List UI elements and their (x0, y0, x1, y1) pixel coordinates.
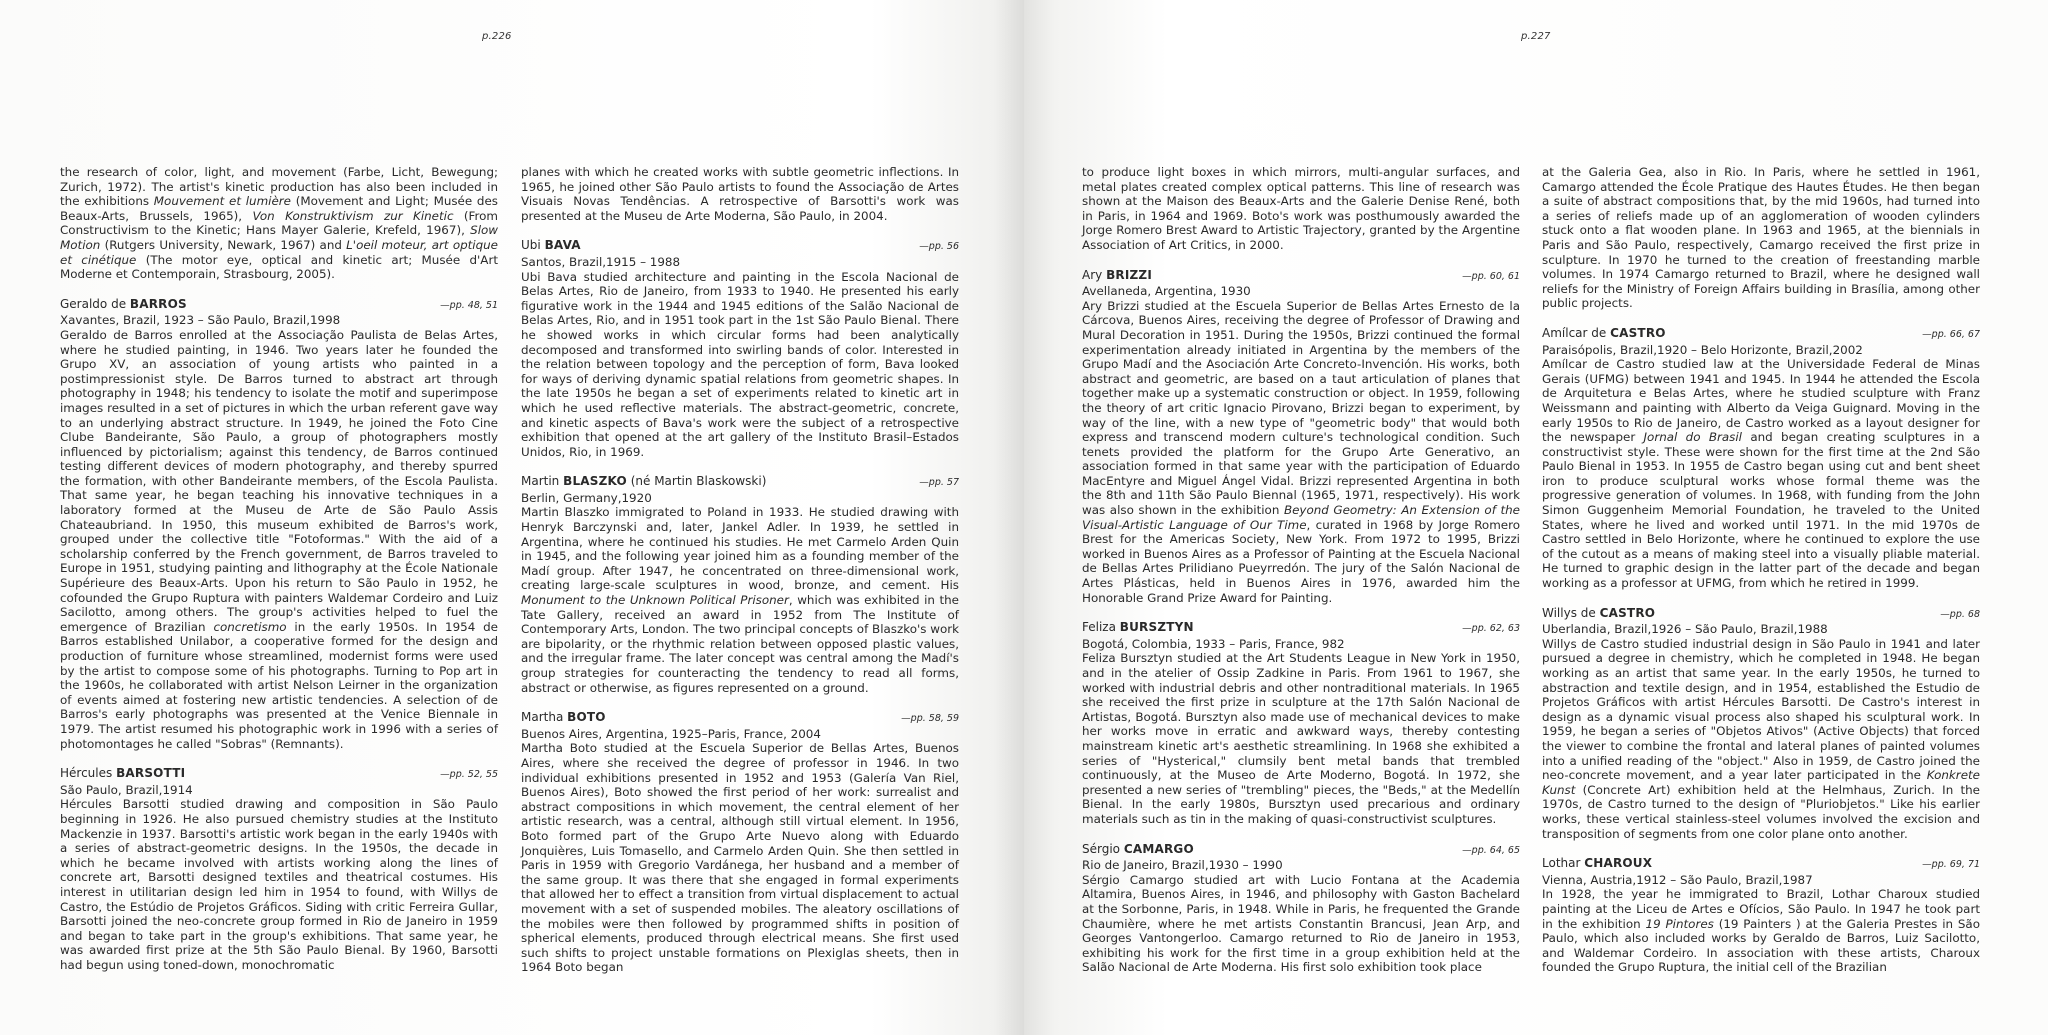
entry-bursztyn (1082, 620, 1520, 826)
artist-birth-death: Bogotá, Colombia, 1933 – Paris, France, 982 (1082, 636, 1345, 651)
entry-text: Hércules Barsotti studied drawing and composition in São Paulo beginning in 1926. He also pursued chemistry studies at the Instituto Mackenzie in 1937. Barsotti's artistic work began in the early 1940s with a series of abstract-geometric designs. In the 1950s, the decade in which he became involved with artists working along the lines of concrete art, Barsotti designed textiles and theatrical costumes. His interest in utilitarian design led him in 1954 to found, with Willys de Castro, the Estúdio de Projetos Gráficos. Siding with critic Ferreira Gullar, Barsotti joined the neo-concrete group formed in Rio de Janeiro in 1959 and began to take part in the group's exhibitions. That same year, he was awarded first prize at the 5th São Paulo Bienal. By 1960, Barsotti had begun using toned-down, monochromatic (60, 797, 498, 972)
artist-name: Ary BRIZZI (1082, 267, 1152, 282)
entry-text: In 1928, the year he immigrated to Brazil, Lothar Charoux studied painting at the Liceu de Artes e Ofícios, São Paulo. In 1947 he took part in the exhibition 19 Pintores (19 Painters ) at the Galeria Prestes in São Paulo, which also included works by Geraldo de Barros, Luiz Sacilotto, and Waldemar Cordeiro. In association with these artists, Charoux founded the Grupo Ruptura, the initial cell of the Brazilian (1542, 887, 1980, 975)
entry-heading (521, 710, 959, 727)
entry-heading (521, 474, 959, 491)
left-page-number: p.226 (482, 31, 512, 42)
entry-camargo (1082, 842, 1520, 975)
page-reference: —pp. 57 (919, 477, 959, 489)
page-reference: —pp. 48, 51 (440, 299, 498, 311)
column-1 (60, 165, 498, 972)
entry-text: Amílcar de Castro studied law at the Universidade Federal de Minas Gerais (UFMG) between 1941 and 1945. In 1944 he attended the Escola de Arquitetura e Belas Artes, where he studied sculpture with Franz Weissmann and painting with Alberto da Veiga Guignard. Moving in the early 1950s to Rio de Janeiro, de Castro worked as a layout designer for the newspaper Jornal do Brasil and began creating sculptures in a constructivist style. These were shown for the first time at the 2nd São Paulo Bienal in 1953. In 1955 de Castro began using cut and bent sheet iron to produce sculptural works whose formal theme was the progressive generation of volumes. In 1968, with funding from the John Simon Guggenheim Memorial Foundation, he traveled to the United States, where he lived and worked until 1971. In the mid 1970s de Castro settled in Belo Horizonte, where he continued to explore the use of the cutout as a means of making steel into a visually pliable material. He turned to graphic design in the latter part of the decade and began working as a professor at UFMG, from which he retired in 1999. (1542, 357, 1980, 591)
artist-birth-death: São Paulo, Brazil,1914 (60, 782, 193, 797)
artist-birth-death: Rio de Janeiro, Brazil,1930 – 1990 (1082, 858, 1283, 873)
artist-name: Lothar CHAROUX (1542, 856, 1653, 871)
artist-birth-death: Buenos Aires, Argentina, 1925–Paris, France, 2004 (521, 726, 821, 741)
entry-text: Geraldo de Barros enrolled at the Associação Paulista de Belas Artes, where he studied painting, in 1946. Two years later he founded the Grupo XV, an association of young artists who painted in a postimpressionist style. De Barros turned to abstract art through photography in 1948; his tendency to isolate the motif and superimpose images resulted in a set of pictures in which the urban referent gave way to an underlying abstract structure. In 1949, he joined the Foto Cine Clube Bandeirante, São Paulo, a group of photographers mostly influenced by pictorialism; against this tendency, de Barros continued testing different devices of modern photography, and thereby spurred the formation, with other Bandeirante members, of the Escola Paulista. That same year, he began teaching his innovative techniques in a laboratory formed at the Museu de Arte de São Paulo Assis Chateaubriand. In 1950, this museum exhibited de Barros's work, grouped under the collective title "Fotoformas." With the aid of a scholarship conferred by the French government, de Barros traveled to Europe in 1951, studying painting and lithography at the École Nationale Supérieure des Beaux-Arts. Upon his return to São Paulo in 1952, he cofounded the Grupo Ruptura with painters Waldemar Cordeiro and Luiz Sacilotto, among others. The group's activities helped to fuel the emergence of Brazilian concretismo in the early 1950s. In 1954 de Barros established Unilabor, a cooperative formed for the design and production of furniture whose streamlined, modernist forms were used by the artist to compose some of his photographs. Turning to Pop art in the 1960s, he collaborated with artist Nelson Leirner in the organization of events aimed at fostering new artistic tendencies. A selection of de Barros's early photographs was presented at the Venice Biennale in 1979. The artist resumed his photographic work in 1996 with a series of photomontages he called "Sobras" (Remnants). (60, 327, 498, 751)
entry-text: Feliza Bursztyn studied at the Art Students League in New York in 1950, and in the atelier of Ossip Zadkine in Paris. From 1961 to 1967, she worked with industrial debris and other nontraditional materials. In 1965 she received the first prize in sculpture at the 17th Salón Nacional de Artistas, Bogotá. Bursztyn also made use of mechanical devices to make her works move in erratic and awkward ways, thereby contesting mainstream kinetic art's aesthetic streamlining. In 1968 she exhibited a series of "Hysterical," clumsily bent metal bands that trembled continuously, at the Museo de Arte Moderno, Bogotá. In 1972, she presented a new series of "trembling" pieces, the "Beds," at the Medellín Bienal. In the early 1980s, Bursztyn used precarious and ordinary materials such as tin in the making of quasi-constructivist sculptures. (1082, 651, 1520, 826)
page-reference: —pp. 58, 59 (901, 713, 959, 725)
artist-birth-death: Paraisópolis, Brazil,1920 – Belo Horizonte, Brazil,2002 (1542, 342, 1863, 357)
entry-amilcar-castro (1542, 326, 1980, 591)
page-reference: —pp. 62, 63 (1462, 623, 1520, 635)
entry-barros (60, 297, 498, 751)
entry-blaszko (521, 474, 959, 695)
artist-name: Sérgio CAMARGO (1082, 841, 1194, 856)
artist-birth-death: Uberlandia, Brazil,1926 – São Paulo, Brazil,1988 (1542, 622, 1828, 637)
continued-paragraph: at the Galeria Gea, also in Rio. In Paris, where he settled in 1961, Camargo attended the École Pratique des Hautes Études. He then began a suite of abstract compositions that, by the mid 1960s, had turned into a series of reliefs made up of an agglomeration of wooden cylinders stuck onto a flat wooden plane. In 1963 and 1965, at the biennials in Paris and São Paulo, respectively, Camargo received the first prize in sculpture. In 1970 he turned to the creation of freestanding marble volumes. In 1974 Camargo returned to Brazil, where he designed wall reliefs for the Ministry of Foreign Affairs building in Brasília, among other public projects. (1542, 165, 1980, 311)
artist-birth-death: Vienna, Austria,1912 – São Paulo, Brazil,1987 (1542, 872, 1813, 887)
entry-heading (60, 766, 498, 783)
entry-heading (1082, 268, 1520, 285)
entry-text: Martha Boto studied at the Escuela Superior de Bellas Artes, Buenos Aires, where she received the degree of professor in 1946. In two individual exhibitions presented in 1952 and 1953 (Galería Van Riel, Buenos Aires), Boto showed the first period of her work: surrealist and abstract compositions in which movement, the central element of her artistic research, was a central, although still virtual element. In 1956, Boto formed part of the Grupo Arte Nuevo along with Eduardo Jonquières, Luis Tomasello, and Carmelo Arden Quin. She then settled in Paris in 1959 with Gregorio Vardánega, her husband and a member of the same group. It was there that she engaged in formal experiments that allowed her to effect a transition from virtual displacement to actual movement with a set of suspended mobiles. The aleatory oscillations of the mobiles were then followed by programmed shifts in position of spherical elements, produced through electrical means. She first used such shifts to project unstable formations on Plexiglas sheets, then in 1964 Boto began (521, 741, 959, 975)
entry-bava (521, 238, 959, 459)
entry-charoux (1542, 856, 1980, 975)
artist-birth-death: Avellaneda, Argentina, 1930 (1082, 284, 1251, 299)
entry-heading (1082, 620, 1520, 637)
continued-paragraph: planes with which he created works with subtle geometric inflections. In 1965, he joined other São Paulo artists to found the Associação de Artes Visuais Novas Tendências. A retrospective of Barsotti's work was presented at the Museu de Arte Moderna, São Paulo, in 2004. (521, 165, 959, 223)
entry-text: Sérgio Camargo studied art with Lucio Fontana at the Academia Altamira, Buenos Aires, in 1946, and philosophy with Gaston Bachelard at the Sorbonne, Paris, in 1948. While in Paris, he frequented the Grande Chaumière, where he met artists Constantin Brancusi, Jean Arp, and Georges Vantongerloo. Camargo returned to Rio de Janeiro in 1953, exhibiting his work for the first time in a group exhibition held at the Salão Nacional de Arte Moderna. His first solo exhibition took place (1082, 872, 1520, 975)
entry-barsotti (60, 766, 498, 972)
entry-heading (1082, 842, 1520, 859)
entry-heading (1542, 606, 1980, 623)
entry-brizzi (1082, 268, 1520, 606)
artist-name: Ubi BAVA (521, 238, 581, 253)
entry-text: Martin Blaszko immigrated to Poland in 1933. He studied drawing with Henryk Barczynski and, later, Jankel Adler. In 1939, he settled in Argentina, where he continued his studies. He met Carmelo Arden Quin in 1945, and the following year joined him as a founding member of the Madí group. After 1947, he concentrated on three-dimensional work, creating large-scale sculptures in wood, bronze, and cement. His Monument to the Unknown Political Prisoner, which was exhibited in the Tate Gallery, received an award in 1952 from The Institute of Contemporary Arts, London. The two principal concepts of Blaszko's work are bipolarity, or the rhythmic relation between opposed plastic values, and the irregular frame. The later concept was central among the Madí's group strategies for counteracting the tendency to read all forms, abstract or otherwise, as figures represented on a ground. (521, 505, 959, 695)
entry-willys-castro (1542, 606, 1980, 842)
entry-text: Ubi Bava studied architecture and painting in the Escola Nacional de Belas Artes, Rio de Janeiro, from 1933 to 1940. He presented his early figurative work in the 1944 and 1945 editions of the Salão Nacional de Belas Artes, Rio, and in 1951 took part in the 1st São Paulo Bienal. There he showed works in which circular forms had been analytically decomposed and transformed into swirling bands of color. Interested in the relation between topology and the perception of form, Bava looked for ways of deriving dynamic spatial relations from geometric shapes. In the late 1950s he began a set of experiments related to kinetic art in which he used reflective materials. The abstract-geometric, concrete, and kinetic aspects of Bava's work were the subject of a retrospective exhibition that opened at the art gallery of the Instituto Brasil–Estados Unidos, Rio, in 1969. (521, 269, 959, 459)
artist-name: Amílcar de CASTRO (1542, 325, 1666, 340)
entry-boto (521, 710, 959, 975)
artist-name: Martha BOTO (521, 710, 606, 725)
continued-paragraph: to produce light boxes in which mirrors, multi-angular surfaces, and metal plates created complex optical patterns. This line of research was shown at the Maison des Beaux-Arts and the Galerie Denise René, both in Paris, in 1964 and 1969. Boto's work was posthumously awarded the Jorge Romero Brest Award to Artistic Trajectory, granted by the Argentine Association of Art Critics, in 2000. (1082, 165, 1520, 252)
column-4 (1542, 165, 1980, 975)
artist-birth-death: Berlin, Germany,1920 (521, 490, 652, 505)
page-reference: —pp. 66, 67 (1922, 328, 1980, 340)
page-reference: —pp. 68 (1940, 608, 1980, 620)
artist-name: Martin BLASZKO (né Martin Blaskowski) (521, 474, 767, 489)
intro-paragraph: the research of color, light, and movement (Farbe, Licht, Bewegung; Zurich, 1972). The artist's kinetic production has also been included in the exhibitions Mouvement et lumière (Movement and Light; Musée des Beaux-Arts, Brussels, 1965), Von Konstruktivism zur Kinetic (From Constructivism to the Kinetic; Hans Mayer Galerie, Krefeld, 1967), Slow Motion (Rutgers University, Newark, 1967) and L'oeil moteur, art optique et cinétique (The motor eye, optical and kinetic art; Musée d'Art Moderne et Contemporain, Strasbourg, 2005). (60, 165, 499, 282)
artist-name: Feliza BURSZTYN (1082, 620, 1194, 635)
column-2 (521, 165, 959, 975)
entry-text: Willys de Castro studied industrial design in São Paulo in 1941 and later pursued a degree in chemistry, which he completed in 1948. He began working as an artist that same year. In the early 1950s, he turned to abstraction and textile design, and in 1954, established the Estudio de Projetos Gráficos with artist Hércules Barsotti. De Castro's interest in design as a dynamic visual process also shaped his sculptural work. In 1959, he began a series of "Objetos Ativos" (Active Objects) that forced the viewer to combine the frontal and lateral planes of painted volumes into a unified reading of the "object." Also in 1959, de Castro joined the neo-concrete movement, and a year later participated in the Konkrete Kunst (Concrete Art) exhibition held at the Helmhaus, Zurich. In the 1970s, de Castro turned to the design of "Pluriobjetos." Like his earlier works, these vertical stainless-steel volumes involved the excision and transposition of segments from one color plane onto another. (1542, 636, 1980, 841)
artist-name: Geraldo de BARROS (60, 296, 187, 311)
entry-heading (1542, 326, 1980, 343)
entry-heading (1542, 856, 1980, 873)
right-page-number: p.227 (1521, 31, 1551, 42)
artist-birth-death: Santos, Brazil,1915 – 1988 (521, 254, 681, 269)
page-reference: —pp. 69, 71 (1922, 859, 1980, 871)
page-reference: —pp. 52, 55 (440, 769, 498, 781)
column-3 (1082, 165, 1520, 975)
page-reference: —pp. 64, 65 (1462, 844, 1520, 856)
entry-heading (60, 297, 498, 314)
page-reference: —pp. 56 (919, 241, 959, 253)
page-reference: —pp. 60, 61 (1462, 270, 1520, 282)
right-page (1024, 0, 2048, 1035)
entry-text: Ary Brizzi studied at the Escuela Superior de Bellas Artes Ernesto de la Cárcova, Buenos Aires, receiving the degree of Professor of Drawing and Mural Decoration in 1951. During the 1950s, Brizzi continued the formal experimentation already initiated in Argentina by the members of the Grupo Madí and the Asociación Arte Concreto-Invención. His works, both abstract and geometric, are based on a taut articulation of planes that together make up a systematic construction or object. In 1959, following the theory of art critic Ignacio Pirovano, Brizzi began to experiment, by way of the line, with a new type of "geometric body" that would both express and transcend modern culture's technological condition. Such tenets provided the platform for the Grupo Arte Generativo, an association formed in that same year with the participation of Eduardo MacEntyre and Miguel Ángel Vidal. Brizzi represented Argentina in both the 8th and 11th São Paulo Biennal (1965, 1971, respectively). His work was also shown in the exhibition Beyond Geometry: An Extension of the Visual-Artistic Language of Our Time, curated in 1968 by Jorge Romero Brest for the Americas Society, New York. From 1972 to 1995, Brizzi worked in Buenos Aires as a Professor of Painting at the Escuela Nacional de Bellas Artes Prilidiano Pueyrredón. The jury of the Salón Nacional de Artes Plásticas, held in Buenos Aires in 1976, awarded him the Honorable Grand Prize Award for Painting. (1082, 298, 1520, 605)
artist-name: Hércules BARSOTTI (60, 766, 186, 781)
artist-name: Willys de CASTRO (1542, 605, 1656, 620)
entry-heading (521, 238, 959, 255)
artist-birth-death: Xavantes, Brazil, 1923 – São Paulo, Brazil,1998 (60, 313, 341, 328)
